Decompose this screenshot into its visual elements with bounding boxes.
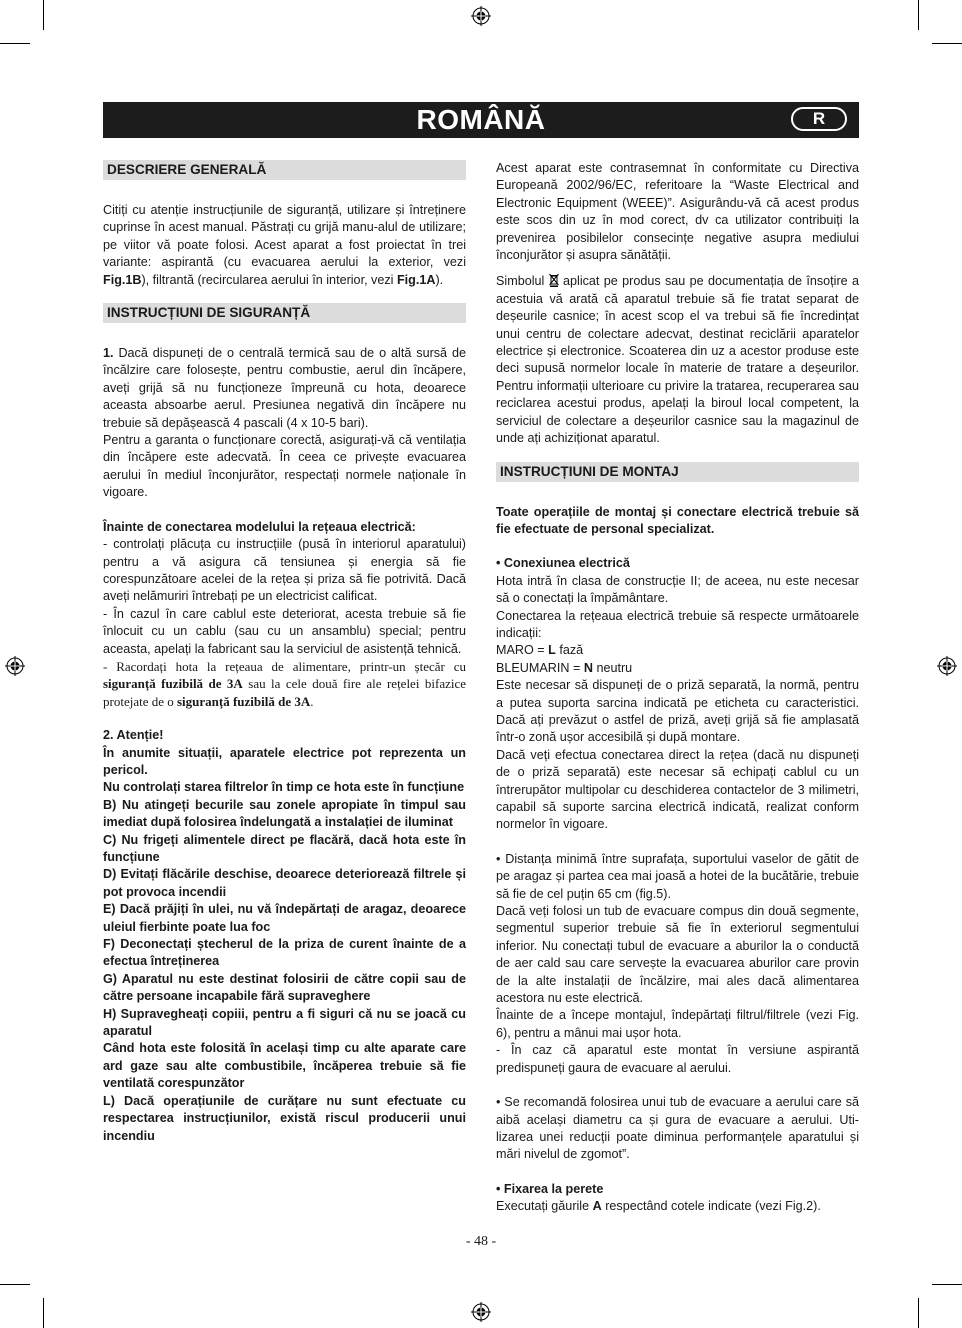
warning-item: D) Evitați flăcările deschise, deoarece deteriorează filtrele și pot provoca incendii	[103, 867, 466, 899]
text-span: Dacă dispuneți de o centrală termică sau de o altă sursă de încălzire care folosește, pentru combustie, aerul din încăpere, aveți grijă să nu funcționeze împreună cu hota, deoarece aceasta absoarbe aerul. Presiunea negativă din încăpere nu trebuie să depășească 4 pascali (4 x 10-5 bari).	[103, 346, 466, 430]
text-span: sau la cele două fire ale rețelei bifazice protejate de o	[103, 676, 467, 709]
text-span: N	[583, 660, 593, 675]
tube-paragraph: Dacă veți folosi un tub de evacuare compus din două segmente, segmentul superior trebuie să fie în exteriorul segmentului inferior. Nu conectați tubul de evacuare a aburilor la o conductă de aer cald sau care servește la evacuarea aburilor care provin de la alte instalații de încălzire, mai ales dacă alimentarea acestora nu este electrică.	[496, 904, 859, 1006]
crop-mark	[932, 1284, 962, 1285]
registration-mark-icon	[5, 656, 25, 676]
text-span: A	[592, 1199, 602, 1214]
warning-item: H) Supravegheați copiii, pentru a fi siguri că nu se joacă cu aparatul	[103, 1006, 466, 1039]
text-span: Citiți cu atenție instrucțiunile de siguranță, utilizare și întreținere cuprinse în acest manual. Păstrați cu grijă manu-alul de utilizare; pe viitor vă poate folosi. Acest aparat a fost proiectat în trei variante: aspirantă (cu evacuarea aerului la exterior, vezi	[103, 203, 466, 270]
before-connection-item-3	[103, 658, 466, 710]
recommendation-paragraph: • Se recomandă folosirea unui tub de evacuare a aerului care să aibă același diametru ca și gura de evacuare a aerului. Uti-lizarea unei reducții poate diminua performanțele aparatului și mări nivelul de zgomot”.	[496, 1095, 859, 1162]
text-span: neutru	[592, 660, 633, 675]
warning-item: B) Nu atingeți becurile sau zonele apropiate în timpul sau imediat după folosirea îndelungată a instalației de iluminat	[103, 797, 466, 830]
crop-mark	[0, 1284, 30, 1285]
warning-item: G) Aparatul nu este destinat folosirii de către copii sau de către persoane incapabile fără supraveghere	[103, 971, 466, 1004]
text-span: Simbolul	[496, 274, 549, 289]
language-title: ROMÂNĂ	[416, 104, 546, 135]
registration-mark-icon	[937, 656, 957, 676]
general-description-paragraph	[103, 202, 466, 289]
warning-item: Când hota este folosită în același timp cu alte aparate care ard gaze sau alte combustibile, încăperea trebuie să fie ventilată corespunzător	[103, 1041, 466, 1091]
section-heading-safety: INSTRUCȚIUNI DE SIGURANȚĂ	[103, 303, 466, 323]
crop-mark	[0, 43, 30, 44]
mounting-intro: Toate operațiile de montaj și conectare electrică trebuie să fie efectuate de personal specializat.	[496, 504, 859, 536]
warning-item: Nu controlați starea filtrelor în timp ce hota este în funcțiune	[103, 780, 465, 795]
text-span: siguranță fuzibilă de 3A	[103, 676, 243, 692]
wire-brown	[496, 642, 859, 659]
text-span: MARO =	[496, 643, 549, 658]
before-connection-item-2: - În cazul în care cablul este deteriorat, acesta trebuie să fie înlocuit cu un cablu (sau cu un ansamblu) special; pentru aceasta, apelați la fabricant sau la serviciul de asistență tehnică.	[103, 606, 466, 656]
text-span: - Racordați hota la rețeaua de alimentare, printr-un ștecăr cu	[103, 658, 466, 674]
crop-mark	[932, 43, 962, 44]
connection-text: Conectarea la rețeaua electrică trebuie să respecte următoarele indicații:	[496, 608, 859, 640]
fig-ref: Fig.1A	[396, 272, 436, 287]
text-span: ), filtrantă (recircularea aerului în interior, vezi	[141, 272, 397, 287]
registration-mark-icon	[471, 6, 491, 26]
filter-paragraph: Înainte de a începe montajul, îndepărtați filtrul/filtrele (vezi Fig. 6), pentru a mânui mai ușor hota.	[496, 1008, 859, 1040]
item-number: 1.	[103, 346, 114, 361]
warning-item: F) Deconectați ștecherul de la priza de curent înainte de a efectua întreținerea	[103, 937, 466, 969]
crop-mark	[43, 0, 44, 30]
crop-mark	[918, 0, 919, 30]
weee-paragraph: Acest aparat este contrasemnat în conformitate cu Directiva Europeană 2002/96/EC, referitoare la “Waste Electrical and Electronic Equipment (WEEE)”. Asigurându-vă că acest produs este scos din uz în mod corect, dv ca utilizator contribuiți la prevenirea posibilelor consecințe negative asupra mediului înconjurător și asupra sănătății.	[496, 161, 859, 263]
text-span: BLEUMARIN =	[496, 660, 584, 675]
text-span: respectând cotele indicate (vezi Fig.2).	[601, 1199, 821, 1214]
page-number: - 48 -	[465, 1234, 497, 1249]
attention-heading: 2. Atenție!	[103, 728, 164, 743]
registration-mark-icon	[471, 1302, 491, 1322]
language-badge: R	[791, 107, 847, 131]
before-connection-item-1: - controlați plăcuța cu instrucțiile (pusă în interiorul aparatului) pentru a vă asigura că tensiunea și energia să fie corespunzătoare acelei de la rețea și priza să fie potrivită. Dacă aveți nelămuriri întrebați pe un electricist calificat.	[103, 537, 466, 604]
text-span: Executați găurile	[496, 1199, 593, 1214]
text-span: .	[310, 693, 314, 709]
section-heading-mounting: INSTRUCȚIUNI DE MONTAJ	[496, 462, 859, 482]
before-connection-heading: Înainte de conectarea modelului la rețeaua electrică:	[103, 519, 416, 534]
crop-mark	[43, 1298, 44, 1328]
text-span: fază	[555, 643, 584, 658]
warning-item: E) Dacă prăjiți în ulei, nu vă îndepărtați de aragaz, deoarece uleiul fierbinte poate lua foc	[103, 902, 466, 934]
warning-item: C) Nu frigeți alimentele direct pe flacără, dacă hota este în funcțiune	[103, 832, 466, 864]
wall-fixing-heading: • Fixarea la perete	[496, 1181, 604, 1196]
connection-text: Este necesar să dispuneți de o priză separată, la normă, pentru a putea suporta sarcina indicată pe eticheta cu caracteristici. Dacă ați prevăzut o astfel de priză, aveți grijă să fie amplasată într-o zonă ușor accesibilă și după montare.	[496, 678, 859, 745]
text-span: L	[548, 643, 556, 658]
safety-paragraph-2: Pentru a garanta o funcționare corectă, asigurați-vă că ventilația din încăpere este adecvată. În ceea ce privește evacuarea aerului în mediul înconjurător, respectați normele naționale în vigoare.	[103, 433, 466, 500]
language-header	[103, 102, 859, 138]
connection-text: Dacă veți efectua conectarea direct la rețea (dacă nu dispuneți de o priză separată) este necesar să echipați cablul cu un întrerupător multipolar cu deschiderea contactelor de 3 milimetri, capabil să suporte sarcina electrică indicată, realizat conform normelor în vigoare.	[496, 747, 859, 832]
text-span: aplicat pe produs sau pe documentația de însoțire a acestuia vă arată că aparatul trebuie să fie tratat separat de deșeurile casnice; în acest scop el va trebui să fie încredințat unui centru de colectare adecvat, destinat reciclării aparatelor electrice și electronice. Scoaterea din uz a acestor produse este deci supusă normelor locale în materie de tratare a deșeurilor. Pentru informații ulterioare cu privire la tratarea, recuperarea sau reciclarea acestui produs, apelați la biroul local competent, la serviciul de colectare a deșeurilor casnice sau la magazinul de unde ați achiziționat aparatul.	[496, 274, 859, 446]
warning-item: L) Dacă operațiunile de curățare nu sunt efectuate cu respectarea instrucțiunilor, există riscul producerii unui incendiu	[103, 1093, 466, 1143]
aspirant-paragraph: - În caz că aparatul este montat în versiune aspirantă predispuneți gaura de evacuare al aerului.	[496, 1043, 859, 1075]
right-column	[496, 160, 859, 1216]
safety-paragraph-1	[103, 345, 466, 432]
left-column	[103, 160, 466, 1145]
fig-ref: Fig.1B	[103, 272, 142, 287]
connection-heading: • Conexiunea electrică	[496, 556, 630, 571]
connection-text: Hota intră în clasa de construcție II; de aceea, nu este necesar să o conectați la împământare.	[496, 573, 859, 606]
section-heading-general: DESCRIERE GENERALĂ	[103, 160, 466, 180]
wire-blue	[496, 660, 859, 677]
symbol-paragraph	[496, 273, 859, 447]
wall-fixing-text	[496, 1198, 859, 1215]
distance-paragraph: • Distanța minimă între suprafața, suportului vaselor de gătit de pe aragaz și partea cea mai joasă a hotei de la bucătărie, trebuie să fie de cel puțin 65 cm (fig.5).	[496, 851, 859, 901]
text-span: siguranță fuzibilă de 3A	[177, 693, 311, 709]
text-span: ).	[435, 272, 444, 287]
crop-mark	[918, 1298, 919, 1328]
warning-item: În anumite situații, aparatele electrice pot reprezenta un pericol.	[103, 745, 466, 777]
crossed-bin-icon	[549, 273, 559, 287]
